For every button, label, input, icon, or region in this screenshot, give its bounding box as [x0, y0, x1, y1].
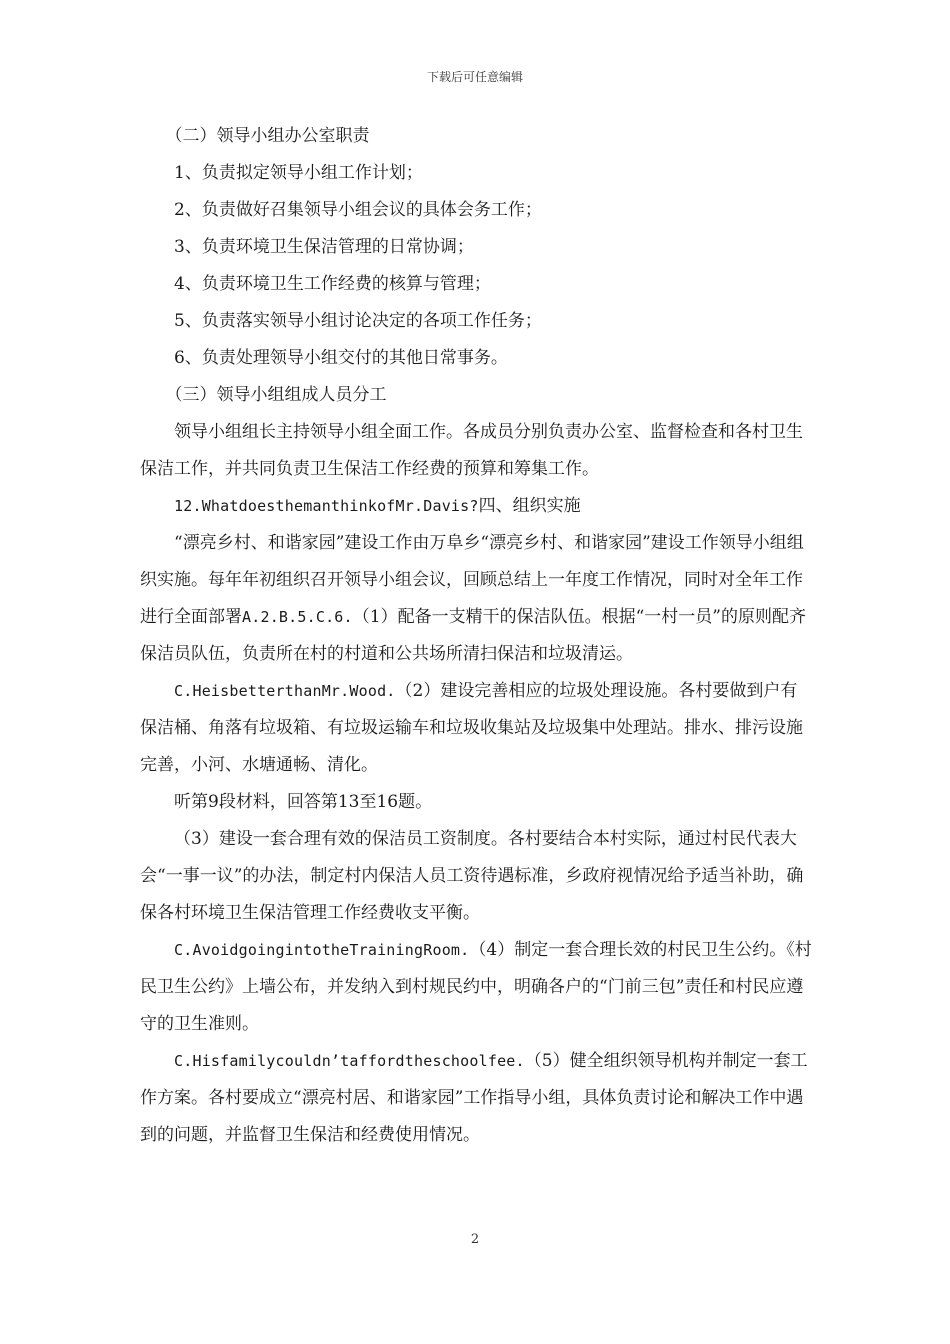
list-item: 5、负责落实领导小组讨论决定的各项工作任务；	[174, 311, 542, 331]
list-item: 6、负责处理领导小组交付的其他日常事务。	[174, 348, 508, 368]
paragraph	[140, 673, 812, 784]
section-heading-office-duties: （二）领导小组办公室职责	[165, 126, 370, 146]
paragraph-prefix: 12.WhatdoesthemanthinkofMr.Davis?	[174, 497, 479, 515]
paragraph-text: （2）建设完善相应的垃圾处理设施。各村要做到户有保洁桶、角落有垃圾箱、有垃圾运输车和垃圾收集站及垃圾集中处理站。排水、排污设施完善，小河、水塘通畅、清化。	[140, 681, 803, 775]
paragraph-text: “漂亮乡村、和谐家园”建设工作由万阜乡“漂亮乡村、和谐家园”建设工作领导小组组织实施。每年年初组织召开领导小组会议，回顾总结上一年度工作情况，同时对全年工作进行全面部署	[140, 533, 804, 627]
paragraph-text: （5）健全组织领导机构并制定一套工作方案。各村要成立“漂亮村居、和谐家园”工作指导小组，具体负责讨论和解决工作中遇到的问题，并监督卫生保洁和经费使用情况。	[140, 1051, 808, 1145]
list-item: 4、负责环境卫生工作经费的核算与管理；	[174, 274, 491, 294]
paragraph: 听第9段材料，回答第13至16题。	[174, 792, 433, 812]
paragraph	[140, 932, 812, 1043]
paragraph: 领导小组组长主持领导小组全面工作。各成员分别负责办公室、监督检查和各村卫生保洁工作，并共同负责卫生保洁工作经费的预算和筹集工作。	[140, 422, 803, 479]
paragraph-text: （4）制定一套合理长效的村民卫生公约。《村民卫生公约》上墙公布，并发纳入到村规民约中，明确各户的“门前三包”责任和村民应遵守的卫生准则。	[140, 940, 812, 1034]
paragraph: （3）建设一套合理有效的保洁员工资制度。各村要结合本村实际，通过村民代表大会“一事一议”的办法，制定村内保洁人员工资待遇标准，乡政府视情况给予适当补助，确保各村环境卫生保洁管理工作经费收支平衡。	[140, 829, 804, 923]
paragraph	[140, 1043, 812, 1154]
list-item: 2、负责做好召集领导小组会议的具体会务工作；	[174, 200, 542, 220]
page-number: 2	[470, 1232, 480, 1247]
paragraph-text: 四、组织实施	[478, 496, 581, 516]
list-item: 3、负责环境卫生保洁管理的日常协调；	[174, 237, 474, 257]
paragraph-prefix: C.HeisbetterthanMr.Wood.	[174, 682, 396, 700]
section-heading-member-roles: （三）领导小组组成人员分工	[165, 385, 387, 405]
page-header: 下载后可任意编辑	[426, 70, 523, 84]
list-item: 1、负责拟定领导小组工作计划；	[174, 163, 423, 183]
document-body	[140, 118, 812, 1154]
paragraph-inline-code: A.2.B.5.C.6.	[242, 608, 353, 626]
paragraph-prefix: C.AvoidgoingintotheTrainingRoom.	[174, 941, 470, 959]
paragraph-text-continued: （1）配备一支精干的保洁队伍。根据“一村一员”的原则配齐保洁员队伍，负责所在村的村道和公共场所清扫保洁和垃圾清运。	[140, 607, 806, 664]
paragraph	[140, 525, 812, 673]
paragraph	[140, 488, 812, 525]
paragraph-prefix: C.Hisfamilycouldn’taffordtheschoolfee.	[174, 1052, 525, 1070]
